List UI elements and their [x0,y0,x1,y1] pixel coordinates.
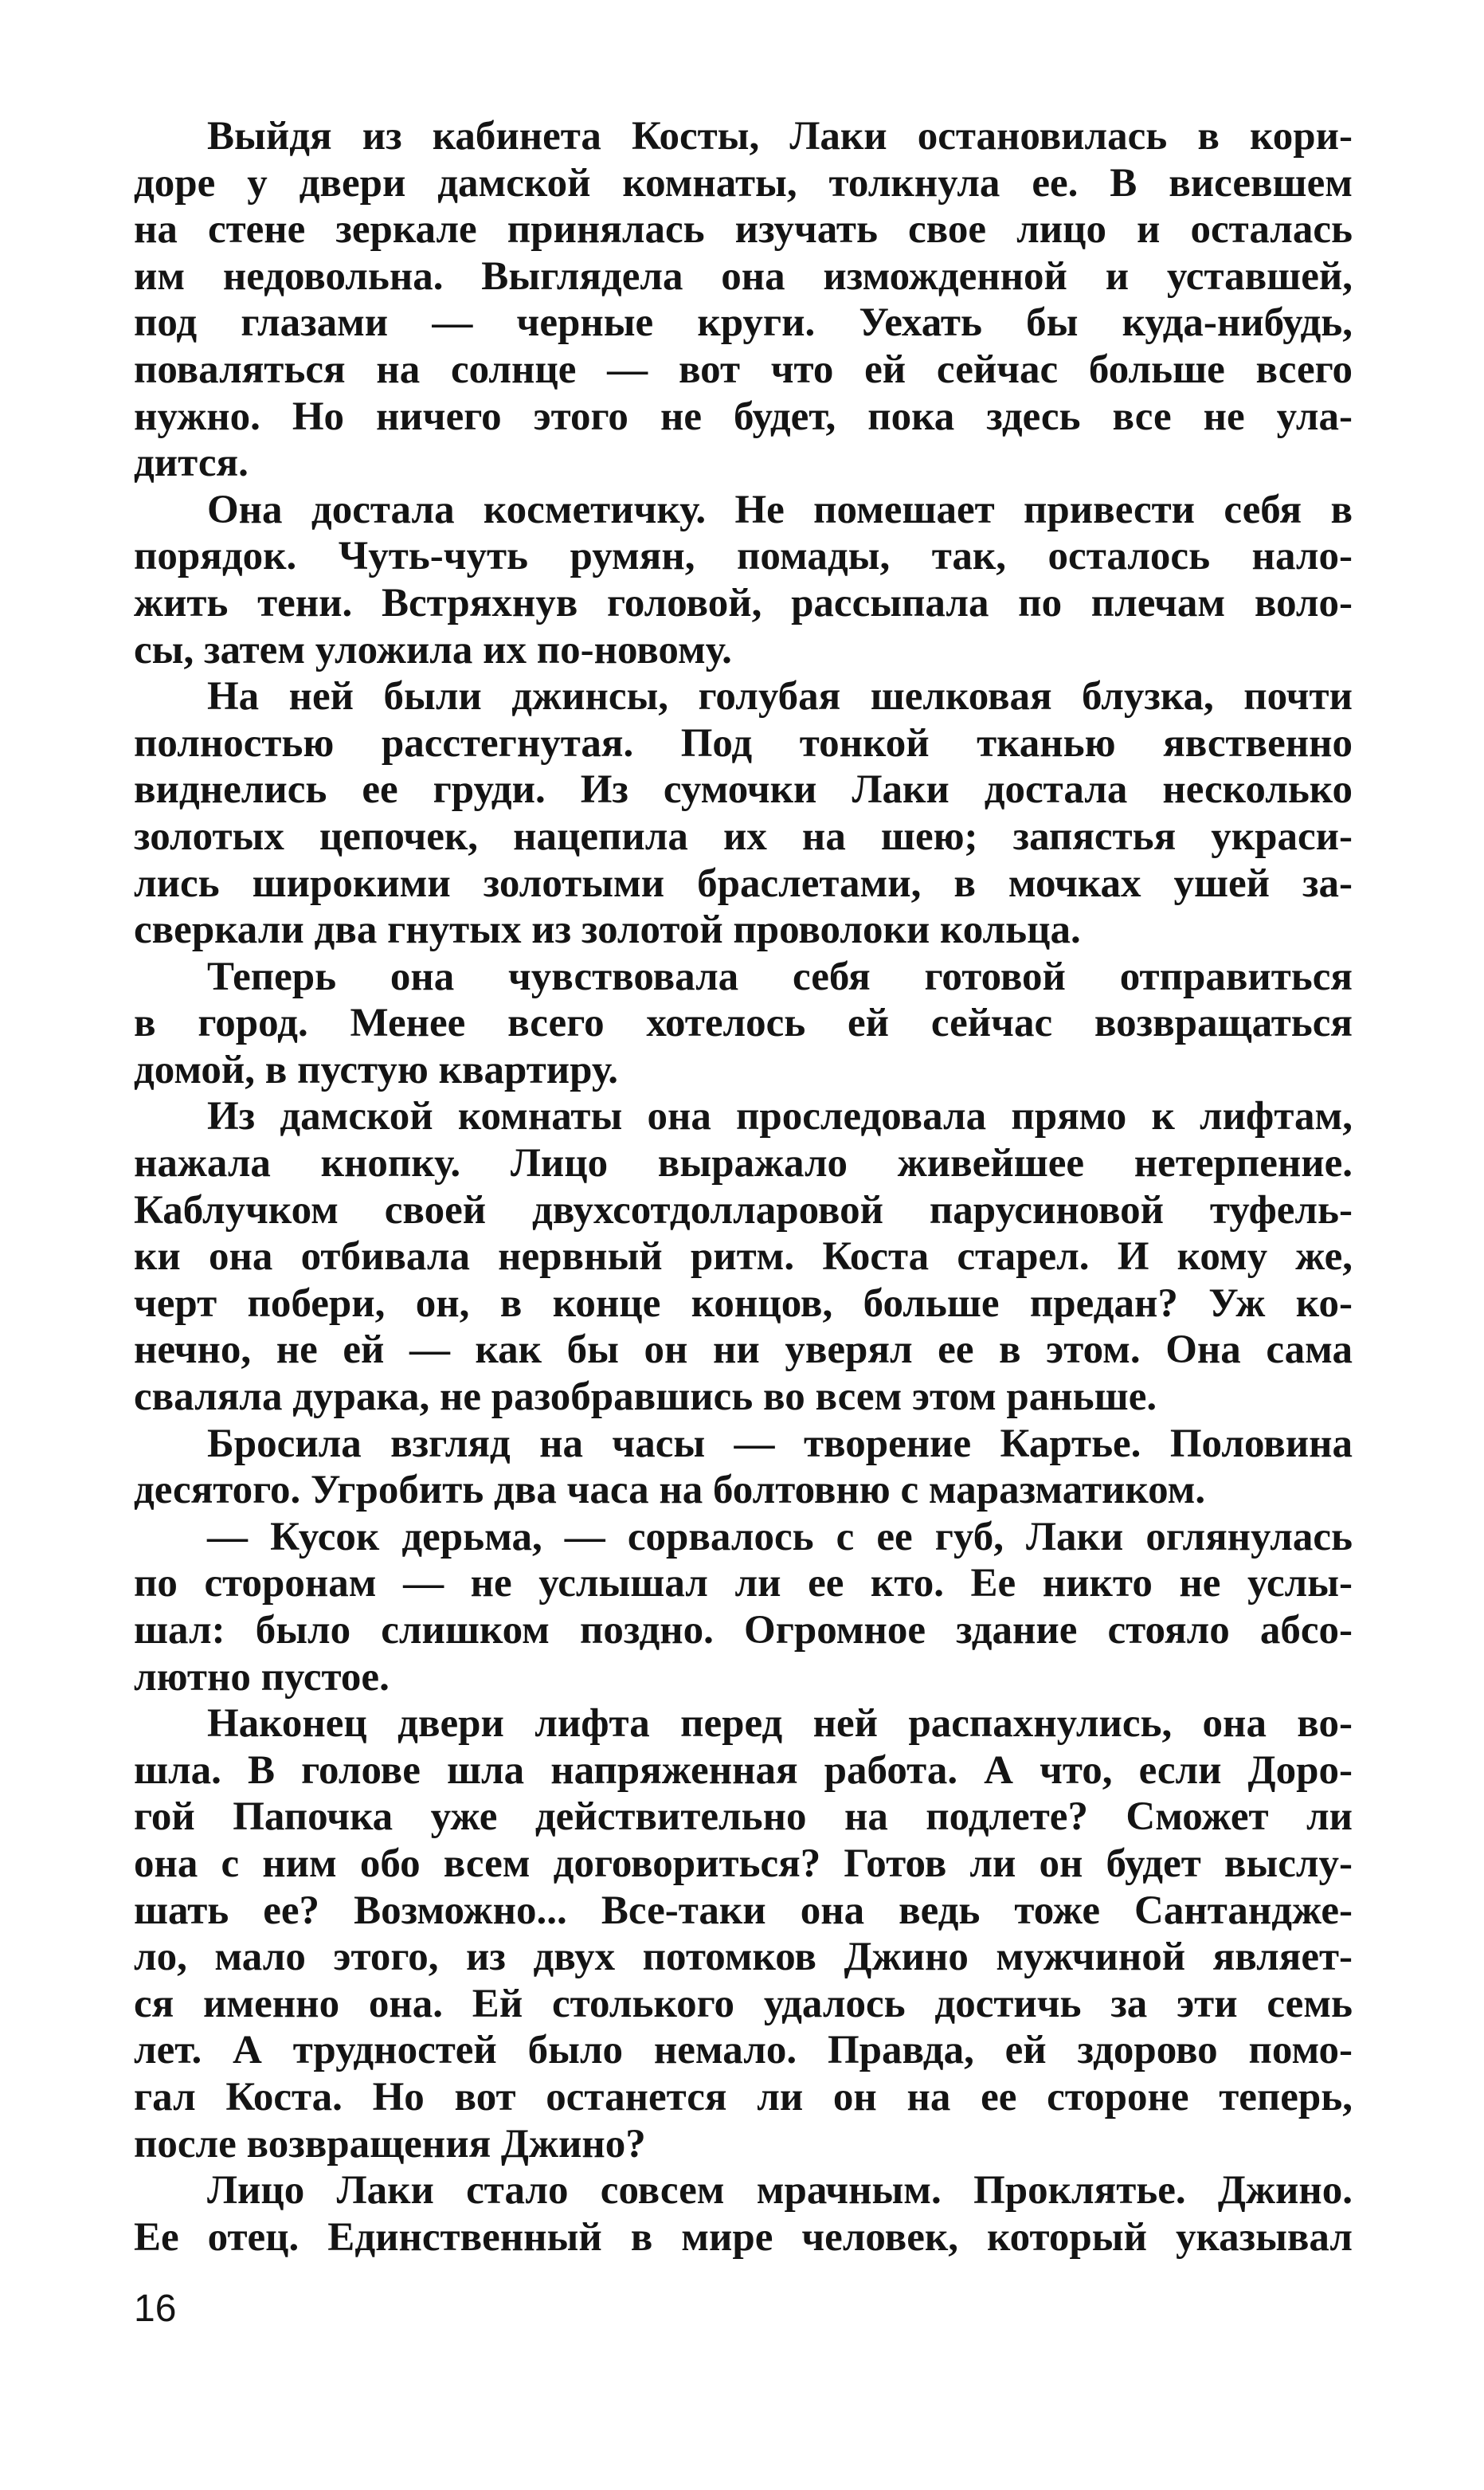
text-line: ся именно она. Ей столького удалось достичь за эти семь [134,1981,1353,2026]
text-line: виднелись ее груди. Из сумочки Лаки достала несколько [134,767,1353,813]
text-line: лет. А трудностей было немало. Правда, ей здорово помо- [134,2028,1353,2073]
text-line: На ней были джинсы, голубая шелковая блузка, почти [207,674,1353,720]
text-line: полностью расстегнутая. Под тонкой тканью явственно [134,720,1353,766]
text-line: золотых цепочек, нацепила их на шею; запястья украси- [134,814,1353,859]
text-line: шал: было слишком поздно. Огромное здание стояло абсо- [134,1608,1353,1653]
text-line: по сторонам — не услышал ли ее кто. Ее никто не услы- [134,1561,1353,1606]
text-line: сы, затем уложила их по-новому. [134,627,732,672]
text-line: под глазами — черные круги. Уехать бы куда-нибудь, [134,300,1353,346]
text-line: поваляться на солнце — вот что ей сейчас больше всего [134,347,1353,392]
text-line: лютно пустое. [134,1654,390,1700]
text-line: нечно, не ей — как бы он ни уверял ее в этом. Она сама [134,1327,1353,1373]
text-line: десятого. Угробить два часа на болтовню с маразматиком. [134,1468,1206,1513]
text-line: Бросила взгляд на часы — творение Картье. Половина [207,1421,1353,1466]
text-line: в город. Менее всего хотелось ей сейчас возвращаться [134,1001,1353,1046]
text-line: жить тени. Встряхнув головой, рассыпала по плечам воло- [134,580,1353,625]
text-line: — Кусок дерьма, — сорвалось с ее губ, Лаки оглянулась [207,1514,1353,1559]
text-line: Выйдя из кабинета Косты, Лаки остановилась в кори- [207,114,1353,159]
text-line: Ее отец. Единственный в мире человек, который указывал [134,2214,1353,2260]
page-number: 16 [134,2288,177,2330]
text-line: нужно. Но ничего этого не будет, пока здесь все не ула- [134,394,1353,439]
text-line: шать ее? Возможно... Все-таки она ведь тоже Сантандже- [134,1888,1353,1933]
text-line: черт побери, он, в конце концов, больше предан? Уж ко- [134,1280,1353,1326]
text-line: после возвращения Джино? [134,2121,646,2166]
text-line: ки она отбивала нервный ритм. Коста старел. И кому же, [134,1234,1353,1280]
text-line: сваляла дурака, не разобравшись во всем этом раньше. [134,1374,1157,1420]
text-line: сверкали два гнутых из золотой проволоки кольца. [134,908,1081,953]
text-line: ло, мало этого, из двух потомков Джино мужчиной являет- [134,1935,1353,1980]
text-line: она с ним обо всем договориться? Готов ли он будет выслу- [134,1841,1353,1886]
text-line: дится. [134,441,249,486]
text-line: шла. В голове шла напряженная работа. А что, если Доро- [134,1747,1353,1793]
text-line: на стене зеркале принялась изучать свое лицо и осталась [134,207,1353,253]
text-line: им недовольна. Выглядела она изможденной и уставшей, [134,253,1353,299]
text-line: домой, в пустую квартиру. [134,1047,619,1092]
body-text [134,113,1353,2261]
text-line: нажала кнопку. Лицо выражало живейшее нетерпение. [134,1141,1353,1186]
text-line: порядок. Чуть-чуть румян, помады, так, осталось нало- [134,534,1353,579]
text-line: Теперь она чувствовала себя готовой отправиться [207,954,1353,999]
text-line: Каблучком своей двухсотдолларовой парусиновой туфель- [134,1187,1353,1233]
text-line: гой Папочка уже действительно на подлете? Сможет ли [134,1794,1353,1840]
text-line: лись широкими золотыми браслетами, в мочках ушей за- [134,861,1353,906]
text-line: Она достала косметичку. Не помешает привести себя в [207,487,1353,532]
text-line: Лицо Лаки стало совсем мрачным. Проклятье. Джино. [207,2168,1353,2214]
text-line: Наконец двери лифта перед ней распахнулись, она во- [207,1701,1353,1747]
text-line: гал Коста. Но вот останется ли он на ее стороне теперь, [134,2074,1353,2119]
text-line: доре у двери дамской комнаты, толкнула ее. В висевшем [134,160,1353,206]
text-line: Из дамской комнаты она проследовала прямо к лифтам, [207,1094,1353,1139]
